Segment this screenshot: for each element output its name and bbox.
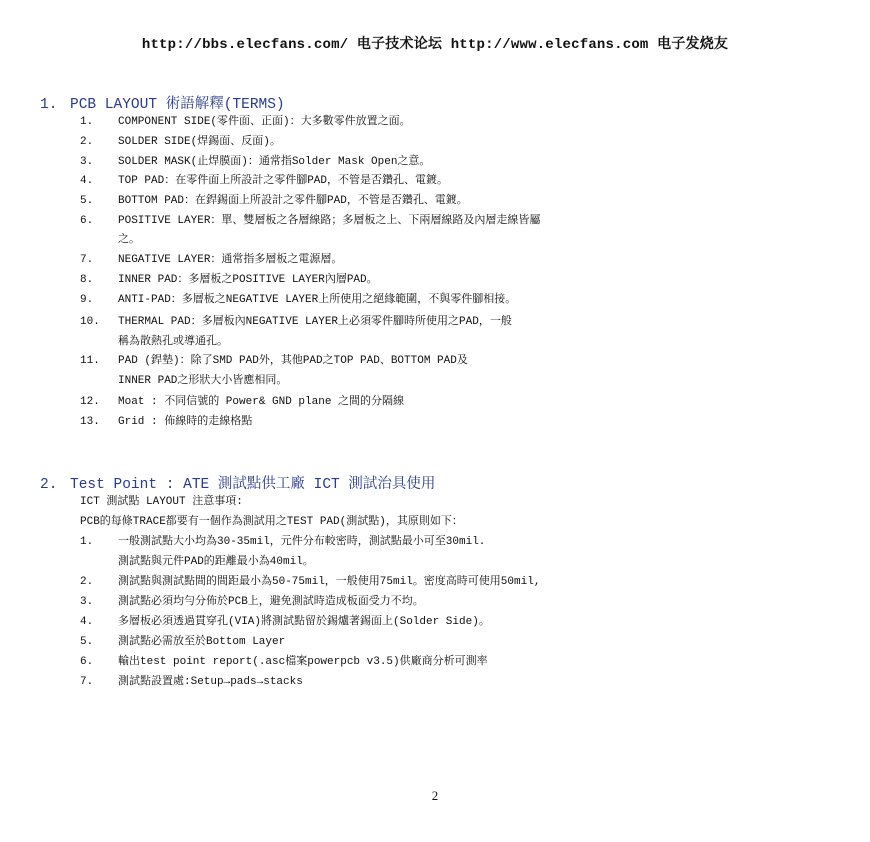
page-header: http://bbs.elecfans.com/ 电子技术论坛 http://www.elecfans.com 电子发烧友 (141, 37, 729, 53)
list-item-text: ANTI-PAD：多層板之NEGATIVE LAYER上所使用之絕緣範圍，不與零件腳相接。 (118, 294, 517, 306)
list-item-continuation-text: 測試點與元件PAD的距離最小為40mil。 (118, 556, 314, 568)
list-item-text: SOLDER MASK(止焊膜面)：通常指Solder Mask Open之意。 (118, 156, 431, 168)
list-item-number: 1. (80, 536, 94, 548)
list-item-number: 12. (80, 396, 100, 408)
list-item-text: INNER PAD：多層板之POSITIVE LAYER內層PAD。 (118, 274, 378, 286)
list-item-number: 6. (80, 656, 94, 668)
list-item-text: 測試點與測試點間的間距最小為50-75mil，一般使用75mil。密度高時可使用50mil, (118, 576, 541, 588)
list-item-number: 3. (80, 596, 94, 608)
list-item-continuation-text: 稱為散熱孔或導通孔。 (118, 336, 228, 348)
list-item-number: 11. (80, 355, 100, 367)
list-item-text: SOLDER SIDE(焊錫面、反面)。 (118, 136, 281, 148)
list-item-number: 2. (80, 136, 94, 148)
list-item-text: 測試點必須均勻分佈於PCB上，避免測試時造成板面受力不均。 (118, 596, 424, 608)
list-item-number: 5. (80, 195, 94, 207)
list-item-number: 4. (80, 616, 94, 628)
list-item-number: 3. (80, 156, 94, 168)
section-2-title-text: Test Point : ATE 測試點供工廠 ICT 測試治具使用 (70, 477, 436, 493)
list-item-text: 輸出test point report(.asc檔案powerpcb v3.5)供廠商分析可測率 (118, 656, 488, 668)
list-item-number: 4. (80, 175, 94, 187)
section-1-number: 1. (40, 97, 58, 113)
section-1-title (40, 92, 285, 113)
list-item-continuation-text: 之。 (118, 234, 140, 246)
list-item-number: 13. (80, 416, 100, 428)
section-2-intro-1: ICT 測試點 LAYOUT 注意事項: (80, 496, 243, 508)
list-item-text: POSITIVE LAYER：單、雙層板之各層線路；多層板之上、下兩層線路及內層走線皆屬 (118, 215, 541, 227)
list-item-text: PAD (銲墊)：除了SMD PAD外，其他PAD之TOP PAD、BOTTOM PAD及 (118, 355, 468, 367)
list-item-text: 測試點設置處:Setup→pads→stacks (118, 676, 303, 688)
list-item-text: NEGATIVE LAYER：通常指多層板之電源層。 (118, 254, 343, 266)
list-item-text: Grid : 佈線時的走線格點 (118, 416, 253, 428)
list-item-text: BOTTOM PAD：在銲錫面上所設計之零件腳PAD，不管是否鑽孔、電鍍。 (118, 195, 468, 207)
section-1-title-text: PCB LAYOUT 術語解釋(TERMS) (70, 97, 285, 113)
list-item-text: COMPONENT SIDE(零件面、正面)：大多數零件放置之面。 (118, 116, 411, 128)
list-item-text: Moat : 不同信號的 Power& GND plane 之間的分隔線 (118, 396, 405, 408)
list-item-number: 2. (80, 576, 94, 588)
list-item-text: THERMAL PAD：多層板內NEGATIVE LAYER上必須零件腳時所使用之PAD，一般 (118, 316, 512, 328)
list-item-text: 多層板必須透過貫穿孔(VIA)將測試點留於錫爐著錫面上(Solder Side)。 (118, 616, 490, 628)
list-item-number: 8. (80, 274, 94, 286)
section-2-number: 2. (40, 477, 58, 493)
list-item-number: 10. (80, 316, 100, 328)
list-item-number: 7. (80, 254, 94, 266)
list-item-text: TOP PAD：在零件面上所設計之零件腳PAD，不管是否鑽孔、電鍍。 (118, 175, 449, 187)
list-item-text: 一般測試點大小均為30-35mil，元件分布較密時，測試點最小可至30mil. (118, 536, 486, 548)
list-item-number: 6. (80, 215, 94, 227)
page-number: 2 (431, 788, 439, 803)
list-item-number: 1. (80, 116, 94, 128)
list-item-number: 9. (80, 294, 94, 306)
list-item-text: 測試點必需放至於Bottom Layer (118, 636, 286, 648)
list-item-number: 5. (80, 636, 94, 648)
section-2-intro-2: PCB的每條TRACE都要有一個作為測試用之TEST PAD(測試點)，其原則如下： (80, 516, 463, 528)
list-item-continuation-text: INNER PAD之形狀大小皆應相同。 (118, 375, 288, 387)
list-item-number: 7. (80, 676, 94, 688)
section-2-title (40, 472, 435, 493)
